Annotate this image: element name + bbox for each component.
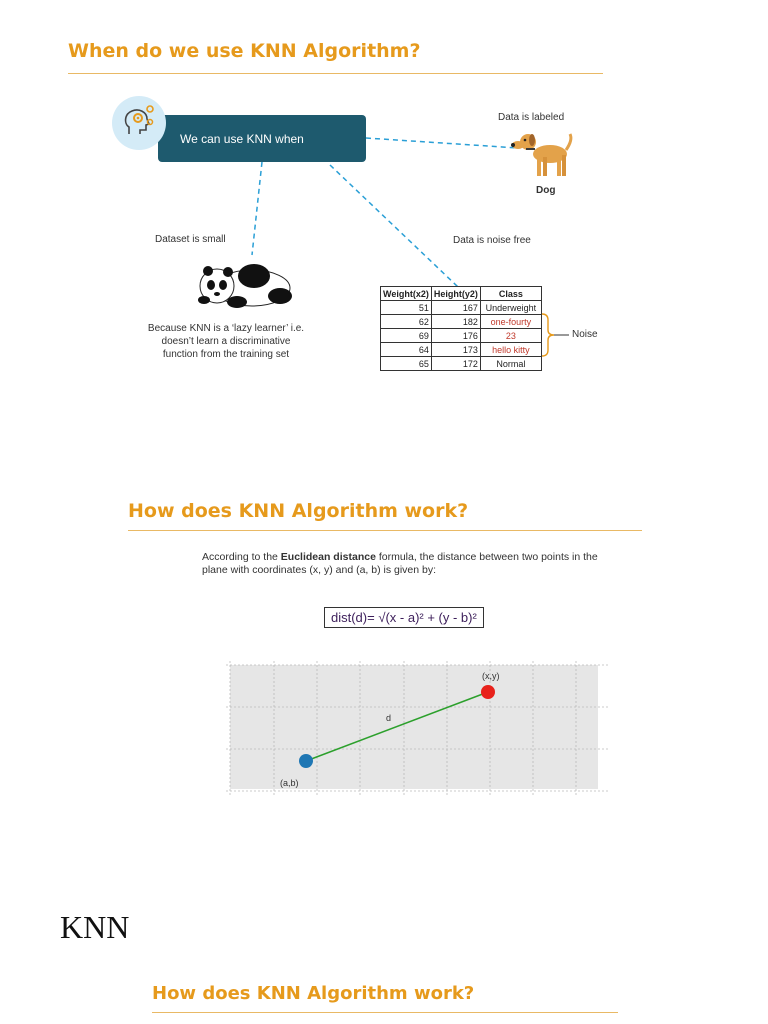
noise-brace-icon [540,312,570,358]
knn-when-text: We can use KNN when [180,131,304,146]
table-cell: 62 [381,315,432,329]
lazy-line-2: doesn’t learn a discriminative [161,336,291,347]
sample-data-table [380,286,542,371]
lazy-line-3: function from the training set [162,349,290,360]
table-cell: 182 [431,315,480,329]
table-cell: 69 [381,329,432,343]
connector-to-dog [366,138,518,148]
lazy-learner-text [140,322,312,361]
noise-free-label: Data is noise free [453,235,531,246]
knn-when-box [158,115,366,162]
table-cell: 176 [431,329,480,343]
para-line-2: plane with coordinates (x, y) and (a, b) is given by: [202,564,437,576]
section2-divider [128,530,642,531]
distance-label: d [386,713,392,723]
head-gear-icon [112,96,166,150]
distance-formula: dist(d)= √(x - a)² + (y - b)² [324,607,484,628]
table-row [381,357,542,371]
dog-icon [510,128,576,184]
data-labeled-label: Data is labeled [498,112,565,123]
point-ab [299,754,313,768]
table-cell: Normal [480,357,541,371]
section2-title: How does KNN Algorithm work? [128,500,469,522]
dog-label: Dog [536,185,556,196]
dataset-small-label: Dataset is small [155,234,226,245]
table-header-row [381,287,542,301]
column-header: Class [480,287,541,301]
lazy-line-1: Because KNN is a ‘lazy learner’ i.e. [147,323,305,334]
panda-icon [192,254,298,310]
table-cell: one-fourty [480,315,541,329]
connector-to-table [330,165,458,287]
table-cell: hello kitty [480,343,541,357]
section3-title: How does KNN Algorithm work? [152,983,475,1004]
column-header: Weight(x2) [381,287,432,301]
para-text: According to the [202,551,281,563]
para-text: formula, the distance between two points in the [375,551,598,563]
table-row [381,329,542,343]
table-cell: 65 [381,357,432,371]
distance-plot [220,655,612,803]
table-cell: 64 [381,343,432,357]
table-row [381,301,542,315]
point-xy [481,685,495,699]
brain-gear-icon [112,96,166,150]
table-cell: 23 [480,329,541,343]
noise-label: Noise [572,329,598,340]
table-row [381,315,542,329]
table-cell: 173 [431,343,480,357]
point-xy-label: (x,y) [482,671,500,681]
table-cell: Underweight [480,301,541,315]
table-cell: 172 [431,357,480,371]
knn-label: KNN [60,909,130,945]
plot-area [230,665,598,789]
point-ab-label: (a,b) [280,778,299,788]
section3-divider [152,1012,618,1013]
column-header: Height(y2) [431,287,480,301]
section1-title: When do we use KNN Algorithm? [68,40,421,62]
connector-to-panda [252,162,262,255]
table-cell: 167 [431,301,480,315]
table-row [381,343,542,357]
para-bold-text: Euclidean distance [280,551,376,563]
table-cell: 51 [381,301,432,315]
euclidean-paragraph [202,551,648,577]
